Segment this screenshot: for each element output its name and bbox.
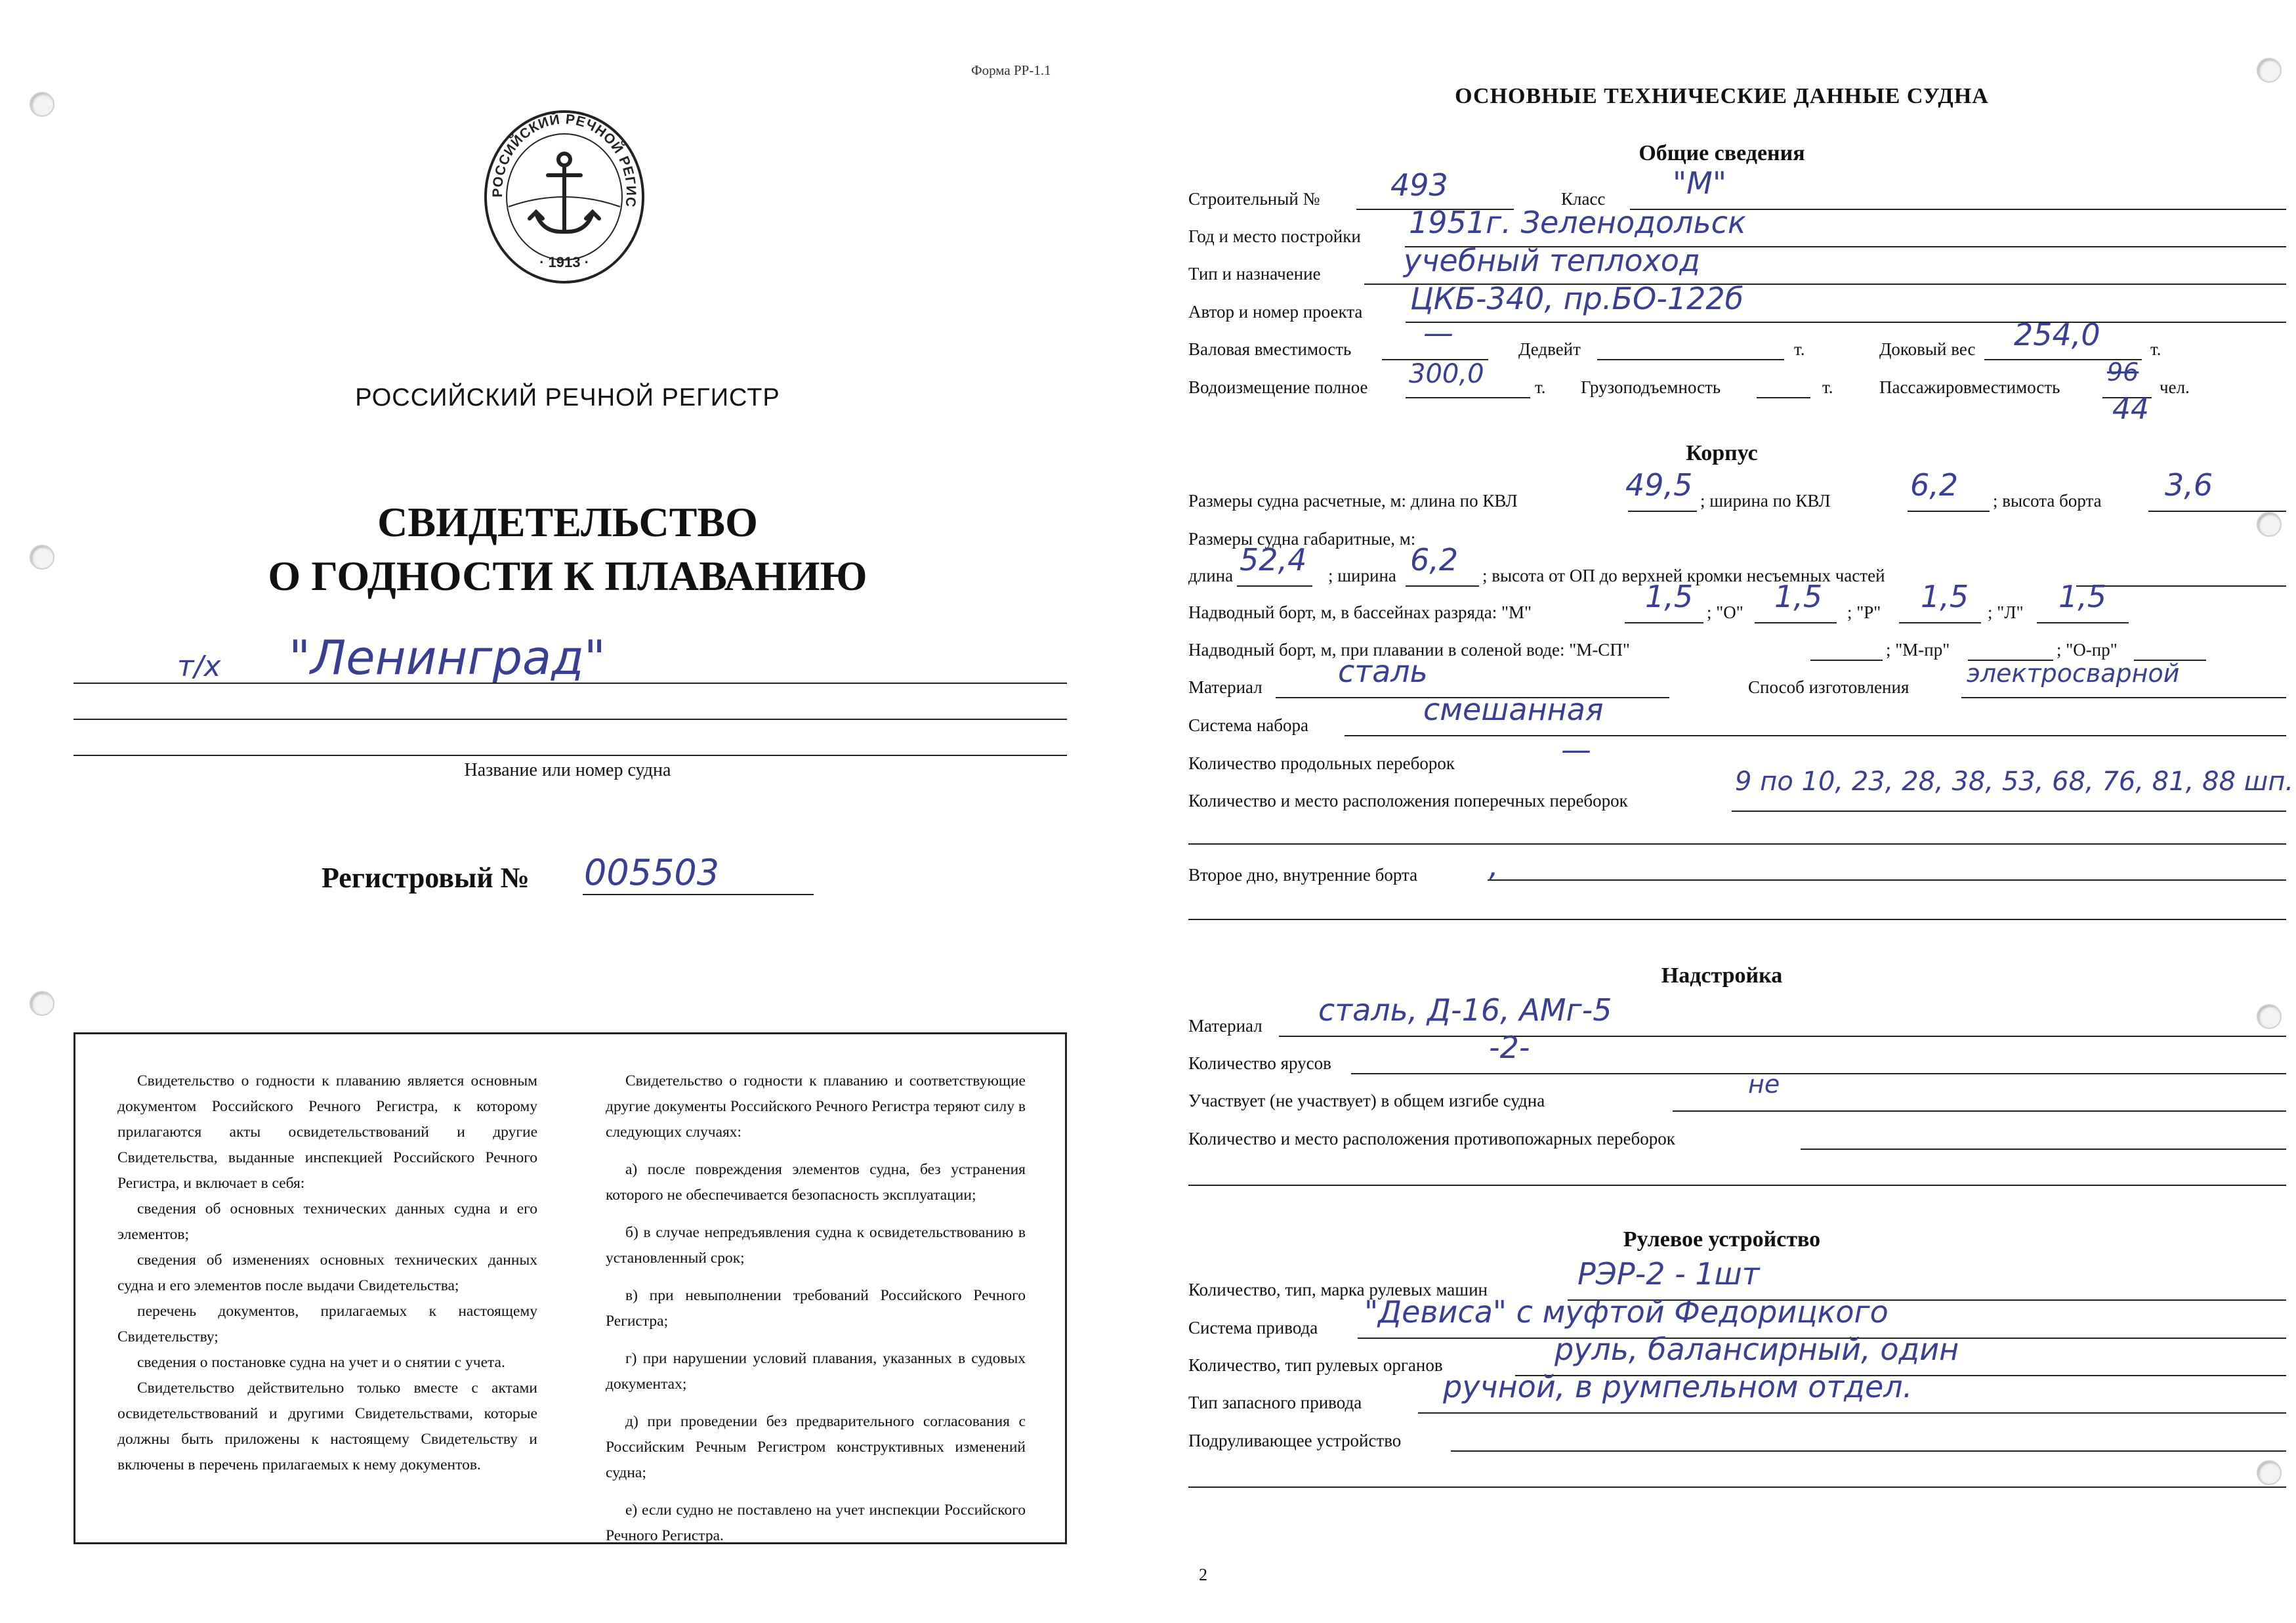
svg-text:· 1913 ·: · 1913 · — [539, 254, 589, 270]
registration-label: Регистровый № — [322, 862, 530, 894]
certificate-title-line-2: О ГОДНОСТИ К ПЛАВАНИЮ — [268, 553, 867, 599]
spare-drive-label: Тип запасного привода — [1188, 1393, 1362, 1412]
fire-bulkheads-line-2 — [1188, 1185, 2286, 1186]
calc-width-label: ; ширина по КВЛ — [1700, 491, 1831, 511]
author-value: ЦКБ-340, пр.БО-122б — [1410, 281, 1743, 316]
anchor-icon — [530, 154, 599, 232]
rudder-organs-label: Количество, тип рулевых органов — [1188, 1355, 1443, 1375]
build-no-label: Строительный № — [1188, 189, 1320, 209]
vessel-prefix: т/х — [177, 650, 221, 683]
notice-paragraph: в) при невыполнении требований Российского Речного Регистра; — [606, 1287, 1026, 1330]
overall-width-label: ; ширина — [1328, 566, 1396, 585]
lifting-capacity-unit: т. — [1822, 377, 1833, 397]
calc-height-value: 3,6 — [2165, 467, 2213, 503]
bending-value: не — [1748, 1070, 1780, 1099]
freeboard-r-value: 1,5 — [1921, 579, 1969, 614]
overall-width-line — [1406, 585, 1479, 587]
framing-value: смешанная — [1423, 692, 1604, 727]
type-label: Тип и назначение — [1188, 264, 1321, 284]
longitudinal-bulkheads-value: — — [1561, 732, 1591, 767]
punch-hole — [2257, 58, 2282, 83]
name-caption: Название или номер судна — [464, 760, 671, 780]
notice-paragraph: сведения об основных технических данных судна и его элементов; — [117, 1200, 537, 1243]
rudder-organs-value: руль, балансирный, один — [1555, 1332, 1959, 1367]
vessel-name: "Ленинград" — [289, 630, 606, 685]
overall-height-label: ; высота от ОП до верхней кромки несъемных частей — [1482, 566, 1885, 585]
passenger-value: 44 — [2112, 392, 2149, 426]
thruster-line — [1451, 1450, 2286, 1452]
transverse-bulkheads-value: 9 по 10, 23, 28, 38, 53, 68, 76, 81, 88 шп. — [1735, 767, 2294, 797]
freeboard-l-label: ; "Л" — [1988, 602, 2024, 622]
notice-paragraph: Свидетельство действительно только вместе с актами освидетельствований и другими Свидетельствами, которые должны быть приложены к настоящему Свидетельству и включены в перечень прилагаемых к нему документов. — [117, 1380, 537, 1473]
freeboard-o-value: 1,5 — [1774, 579, 1823, 614]
technical-data-page — [1148, 0, 2296, 1623]
author-label: Автор и номер проекта — [1188, 302, 1363, 322]
deadweight-unit: т. — [1794, 339, 1805, 359]
passenger-label: Пассажировместимость — [1879, 377, 2060, 397]
notice-paragraph: г) при нарушении условий плавания, указанных в судовых документах; — [606, 1350, 1026, 1393]
registry-name: РОССИЙСКИЙ РЕЧНОЙ РЕГИСТР — [355, 384, 780, 411]
notice-column-2 — [606, 1068, 1026, 1549]
notice-column-1 — [117, 1068, 537, 1478]
name-line-3 — [73, 755, 1067, 756]
saltwater-opr-label: ; "О-пр" — [2056, 640, 2118, 660]
double-bottom-label: Второе дно, внутренние борта — [1188, 865, 1418, 885]
displacement-value: 300,0 — [1409, 359, 1484, 389]
certificate-title-line-1: СВИДЕТЕЛЬСТВО — [377, 499, 758, 545]
displacement-label: Водоизмещение полное — [1188, 377, 1368, 397]
class-label: Класс — [1561, 189, 1606, 209]
gross-value: — — [1423, 315, 1453, 350]
fire-bulkheads-label: Количество и место расположения противопожарных переборок — [1188, 1129, 1675, 1149]
calc-dimensions-label: Размеры судна расчетные, м: длина по КВЛ — [1188, 491, 1518, 511]
saltwater-msp-line — [1810, 660, 1883, 661]
fire-bulkheads-line — [1801, 1149, 2286, 1150]
punch-hole — [30, 991, 54, 1016]
notice-paragraph: Свидетельство о годности к плаванию является основным документом Российского Речного Регистра, к которому прилагаются акты освидетельствований и другие Свидетельства, выданные инспекцией Российского Речного Регистра, и включает в себя: — [117, 1072, 537, 1192]
method-value: электросварной — [1967, 659, 2180, 688]
punch-hole — [2257, 1460, 2282, 1485]
framing-label: Система набора — [1188, 715, 1309, 735]
displacement-unit: т. — [1535, 377, 1546, 397]
punch-hole — [2257, 1004, 2282, 1029]
superstructure-material-line — [1279, 1036, 2286, 1037]
calc-width-value: 6,2 — [1910, 467, 1959, 503]
saltwater-mpr-label: ; "М-пр" — [1886, 640, 1950, 660]
section-steering-heading: Рулевое устройство — [1623, 1227, 1821, 1252]
section-superstructure-heading: Надстройка — [1661, 963, 1783, 988]
spare-drive-value: ручной, в румпельном отдел. — [1443, 1369, 1913, 1404]
dock-weight-value: 254,0 — [2014, 317, 2100, 352]
calc-height-label: ; высота борта — [1993, 491, 2102, 511]
overall-dimensions-label: Размеры судна габаритные, м: — [1188, 529, 1416, 549]
notice-paragraph: б) в случае непредъявления судна к освидетельствованию в установленный срок; — [606, 1224, 1026, 1267]
notice-paragraph: сведения об изменениях основных технических данных судна и его элементов после выдачи Свидетельства; — [117, 1252, 537, 1294]
superstructure-material-value: сталь, Д-16, АМг-5 — [1318, 992, 1612, 1028]
bending-label: Участвует (не участвует) в общем изгибе судна — [1188, 1091, 1545, 1110]
calc-width-line — [1908, 511, 1990, 512]
section-general-heading: Общие сведения — [1639, 141, 1805, 165]
tiers-line — [1351, 1073, 2286, 1074]
name-line-1 — [73, 683, 1067, 684]
overall-width-value: 6,2 — [1410, 542, 1459, 578]
freeboard-m-value: 1,5 — [1645, 579, 1694, 614]
gross-label: Валовая вместимость — [1188, 339, 1352, 359]
superstructure-material-label: Материал — [1188, 1016, 1263, 1036]
overall-length-value: 52,4 — [1240, 542, 1307, 578]
double-bottom-line-2 — [1188, 919, 2286, 920]
registration-line — [583, 894, 814, 895]
certificate-title — [0, 495, 1135, 603]
dock-weight-unit: т. — [2150, 339, 2161, 359]
form-number: Форма РР-1.1 — [971, 62, 1051, 78]
drive-system-value: "Девиса" с муфтой Федорицкого — [1364, 1294, 1889, 1330]
name-line-2 — [73, 719, 1067, 720]
freeboard-m-line — [1625, 622, 1703, 623]
method-label: Способ изготовления — [1748, 677, 1910, 697]
hull-material-value: сталь — [1338, 654, 1428, 689]
steering-machines-value: РЭР-2 - 1шт — [1577, 1256, 1760, 1292]
overall-length-line — [1237, 585, 1312, 587]
tiers-label: Количество ярусов — [1188, 1053, 1331, 1073]
method-line — [1961, 697, 2286, 698]
year-place-value: 1951г. Зеленодольск — [1409, 205, 1746, 240]
thruster-line-2 — [1188, 1486, 2286, 1488]
framing-line — [1345, 735, 2286, 736]
author-line — [1406, 322, 2286, 323]
transverse-bulkheads-line-2 — [1188, 843, 2286, 845]
passenger-unit: чел. — [2160, 377, 2190, 397]
thruster-label: Подруливающее устройство — [1188, 1431, 1402, 1450]
calc-height-line — [2148, 511, 2286, 512]
freeboard-o-label: ; "О" — [1707, 602, 1743, 622]
hull-material-label: Материал — [1188, 677, 1263, 697]
svg-text:РОССИЙСКИЙ РЕЧНОЙ РЕГИСТР: РОССИЙСКИЙ РЕЧНОЙ РЕГИС — [490, 112, 639, 208]
technical-data-title: ОСНОВНЫЕ ТЕХНИЧЕСКИЕ ДАННЫЕ СУДНА — [1455, 84, 1989, 108]
longitudinal-bulkheads-label: Количество продольных переборок — [1188, 753, 1455, 773]
deadweight-line — [1597, 359, 1784, 360]
drive-system-label: Система привода — [1188, 1318, 1318, 1338]
transverse-bulkheads-line — [1732, 811, 2286, 812]
notice-paragraph: а) после повреждения элементов судна, без устранения которого не обеспечивается безопасность эксплуатации; — [606, 1161, 1026, 1204]
lifting-capacity-line — [1757, 397, 1810, 398]
registration-number: 005503 — [584, 852, 720, 893]
bending-line — [1673, 1110, 2286, 1112]
transverse-bulkheads-label: Количество и место расположения поперечных переборок — [1188, 791, 1628, 811]
freeboard-r-label: ; "Р" — [1847, 602, 1881, 622]
freeboard-l-line — [2037, 622, 2129, 623]
notice-box — [73, 1032, 1067, 1544]
displacement-line — [1406, 397, 1530, 398]
notice-paragraph: е) если судно не поставлено на учет инспекции Российского Речного Регистра. — [606, 1502, 1026, 1544]
punch-hole — [30, 92, 54, 117]
calc-length-value: 49,5 — [1625, 467, 1693, 503]
double-bottom-line — [1488, 879, 2286, 881]
freeboard-l-value: 1,5 — [2058, 579, 2107, 614]
steering-machines-label: Количество, тип, марка рулевых машин — [1188, 1280, 1488, 1299]
notice-paragraph: д) при проведении без предварительного согласования с Российским Речным Регистром конструктивных изменений судна; — [606, 1413, 1026, 1481]
type-value: учебный теплоход — [1404, 243, 1700, 278]
notice-paragraph: Свидетельство о годности к плаванию и соответствующие другие документы Российского Речного Регистра теряют силу в следующих случаях: — [606, 1072, 1026, 1141]
freeboard-o-line — [1755, 622, 1837, 623]
freeboard-label: Надводный борт, м, в бассейнах разряда: "М" — [1188, 602, 1532, 622]
double-bottom-value: , — [1489, 848, 1499, 883]
deadweight-label: Дедвейт — [1518, 339, 1581, 359]
page-number: 2 — [1199, 1565, 1207, 1584]
section-hull-heading: Корпус — [1686, 441, 1758, 465]
year-place-label: Год и место постройки — [1188, 226, 1361, 246]
build-no-value: 493 — [1390, 167, 1448, 203]
calc-length-line — [1628, 511, 1697, 512]
tiers-value: -2- — [1489, 1030, 1530, 1065]
saltwater-freeboard-label: Надводный борт, м, при плавании в соленой воде: "М-СП" — [1188, 640, 1630, 660]
notice-paragraph: сведения о постановке судна на учет и о снятии с учета. — [137, 1354, 505, 1371]
punch-hole — [2257, 512, 2282, 537]
freeboard-r-line — [1899, 622, 1981, 623]
class-value: "М" — [1673, 165, 1727, 201]
passenger-struck-value: 96 — [2107, 358, 2139, 387]
notice-paragraph: перечень документов, прилагаемых к настоящему Свидетельству; — [117, 1303, 537, 1345]
registry-seal-logo — [482, 108, 646, 285]
overall-height-line — [2076, 585, 2286, 587]
spare-drive-line — [1418, 1412, 2286, 1414]
overall-length-label: длина — [1188, 566, 1234, 585]
lifting-capacity-label: Грузоподъемность — [1581, 377, 1721, 397]
dock-weight-label: Доковый вес — [1879, 339, 1976, 359]
